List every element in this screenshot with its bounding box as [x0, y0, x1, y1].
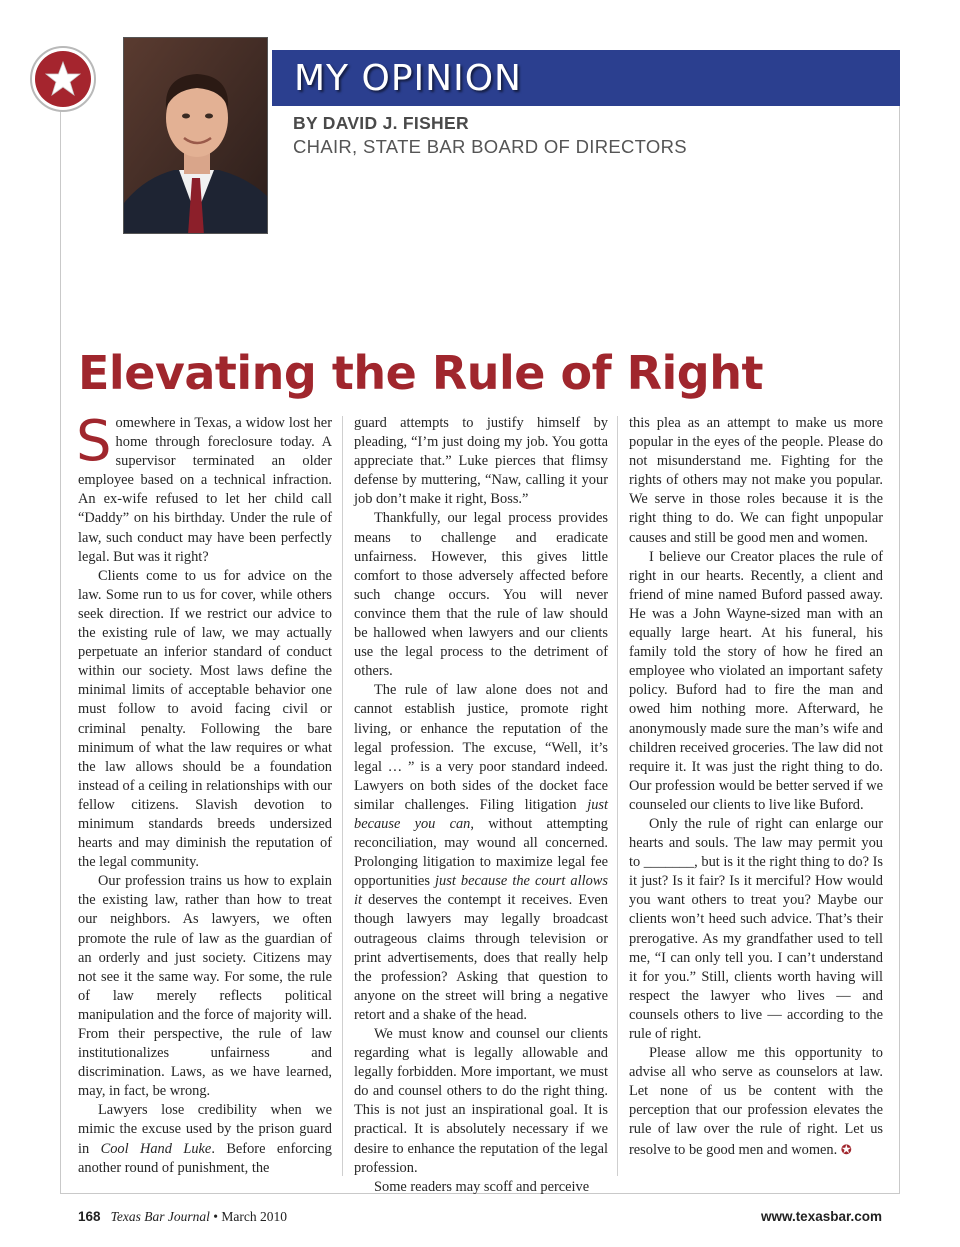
page-number: 168: [78, 1209, 101, 1224]
article-headline: Elevating the Rule of Right: [78, 346, 763, 400]
section-banner: [272, 50, 900, 106]
paragraph: Thankfully, our legal process provides means to challenge and eradicate unfairness. However, this gives little comfort to those adversely affected before such change occurs. You will never convince them that the rule of law should be hallowed when lawyers and our clients use the legal process to the detriment of others.: [354, 510, 608, 680]
paragraph: We must know and counsel our clients regarding what is legally allowable and legally forbidden. More important, we must do and counsel others to do the right thing. This is not just an inspirational goal. It is practical. It is absolutely necessary if we desire to enhance the reputation of the legal profession.: [354, 1026, 608, 1176]
drop-cap: S: [76, 409, 112, 474]
paragraph: The rule of law alone does not and cannot establish justice, promote right living, or enhance the reputation of the legal profession. The excuse, “Well, it’s legal … ” is a very poor standard indeed. Lawyers on both sides of the docket face similar challenges. Filing litigation just because you can, without attempting reconciliation, may wound all concerned. Prolonging litigation to maximize legal fee opportunities just because the court allows it deserves the contempt it receives. Even though lawyers may legally broadcast outrageous claims through television or print advertisements, does that really help the profession? Asking that question to anyone on the street will bring a negative retort and a shake of the head.: [354, 682, 609, 1023]
issue-date: March 2010: [221, 1209, 288, 1224]
column-divider: [342, 416, 343, 1176]
star-badge: [30, 46, 96, 112]
article-column-3: [629, 414, 883, 1160]
paragraph: Our profession trains us how to explain the existing law, rather than how to treat our neighbors. As lawyers, we often promote the rule of law as the guardian of an orderly and just society. Citizens may not see it the same way. For some, the rule of law merely reflects political manipulation and the force of majority will. From their perspective, the rule of law institutionalizes unfairness and discrimination. Laws, as we have learned, may, in fact, be wrong.: [78, 873, 332, 1100]
website-link[interactable]: www.texasbar.com: [760, 1209, 882, 1224]
article-column-1: [76, 409, 332, 1178]
footer-separator: •: [213, 1209, 219, 1224]
column-divider: [617, 416, 618, 1176]
paragraph: Somewhere in Texas, a widow lost her home through foreclosure today. A supervisor terminated an older employee based on a technical infraction. An ex-wife refused to let her child call “Daddy” on his birthday. Under the rule of law, such conduct may have been perfectly legal. But was it right?: [76, 409, 332, 565]
paragraph: guard attempts to justify himself by pleading, “I’m just doing my job. You gotta appreciate that.” Luke pierces that flimsy defense by muttering, “Naw, calling it your job don’t make it right, Boss.”: [354, 415, 608, 508]
star-icon: [43, 59, 83, 99]
publication-name: Texas Bar Journal: [110, 1209, 210, 1224]
paragraph: Some readers may scoff and perceive: [374, 1178, 590, 1195]
paragraph: Lawyers lose credibility when we mimic the excuse used by the prison guard in Cool Hand Luke. Before enforcing another round of punishment, the: [78, 1102, 332, 1176]
byline: BY DAVID J. FISHER: [293, 113, 469, 133]
section-title: MY OPINION: [294, 58, 522, 99]
author-photo: [123, 37, 268, 234]
star-end-icon: ✪: [840, 1141, 852, 1157]
paragraph: Please allow me this opportunity to advise all who serve as counselors at law. Let none of us be content with the perception that our profession elevates the rule of law over the rule of right. Let us resolve to be good men and women. ✪: [629, 1045, 883, 1158]
article-column-2: [354, 414, 608, 1197]
paragraph: Clients come to us for advice on the law. Some run to us for cover, while others seek direction. If we restrict our advice to the existing rule of law, we may actually perpetuate an inferior standard of conduct within our society. Most laws define the minimal limits of acceptable behavior one must follow to avoid facing civil or criminal penalty. Following the bare minimum of what the law requires or what the law allows should be a foundation instead of a ceiling in relationships with our fellow citizens. Slavish devotion to minimum standards breeds undersized hearts and may diminish the reputation of the legal community.: [78, 567, 332, 871]
paragraph: this plea as an attempt to make us more popular in the eyes of the people. Please do not misunderstand me. Fighting for the rights of others may not make you popular. We serve in those roles because it is the right thing to do. We can fight unpopular causes and still be good men and women.: [629, 415, 883, 546]
author-role: CHAIR, STATE BAR BOARD OF DIRECTORS: [293, 136, 687, 157]
paragraph: Only the rule of right can enlarge our hearts and souls. The law may permit you to _______, but is it the right thing to do? Is it just? Is it fair? Is it merciful? How would you want others to treat you? Maybe our clients won’t heed such advice. That’s their prerogative. As my grandfather used to tell me, “I can only tell you. I can’t understand it for you.” Still, clients worth having will respect the lawyer who lives — and counsels others to live — according to the rule of right.: [629, 815, 883, 1042]
footer-citation: [78, 1209, 287, 1225]
paragraph: I believe our Creator places the rule of right in our hearts. Recently, a client and friend of mine named Buford passed away. He was a John Wayne-sized man with an equally large heart. At his funeral, his family told the story of how he fired an employee who violated an important safety policy. Buford had to fire the man and owed him nothing more. Afterward, he anonymously made sure the man’s wife and children received groceries. The law did not require it. It was just the right thing to do. Our profession would be better served if we counseled our clients to live like Buford.: [629, 548, 883, 813]
